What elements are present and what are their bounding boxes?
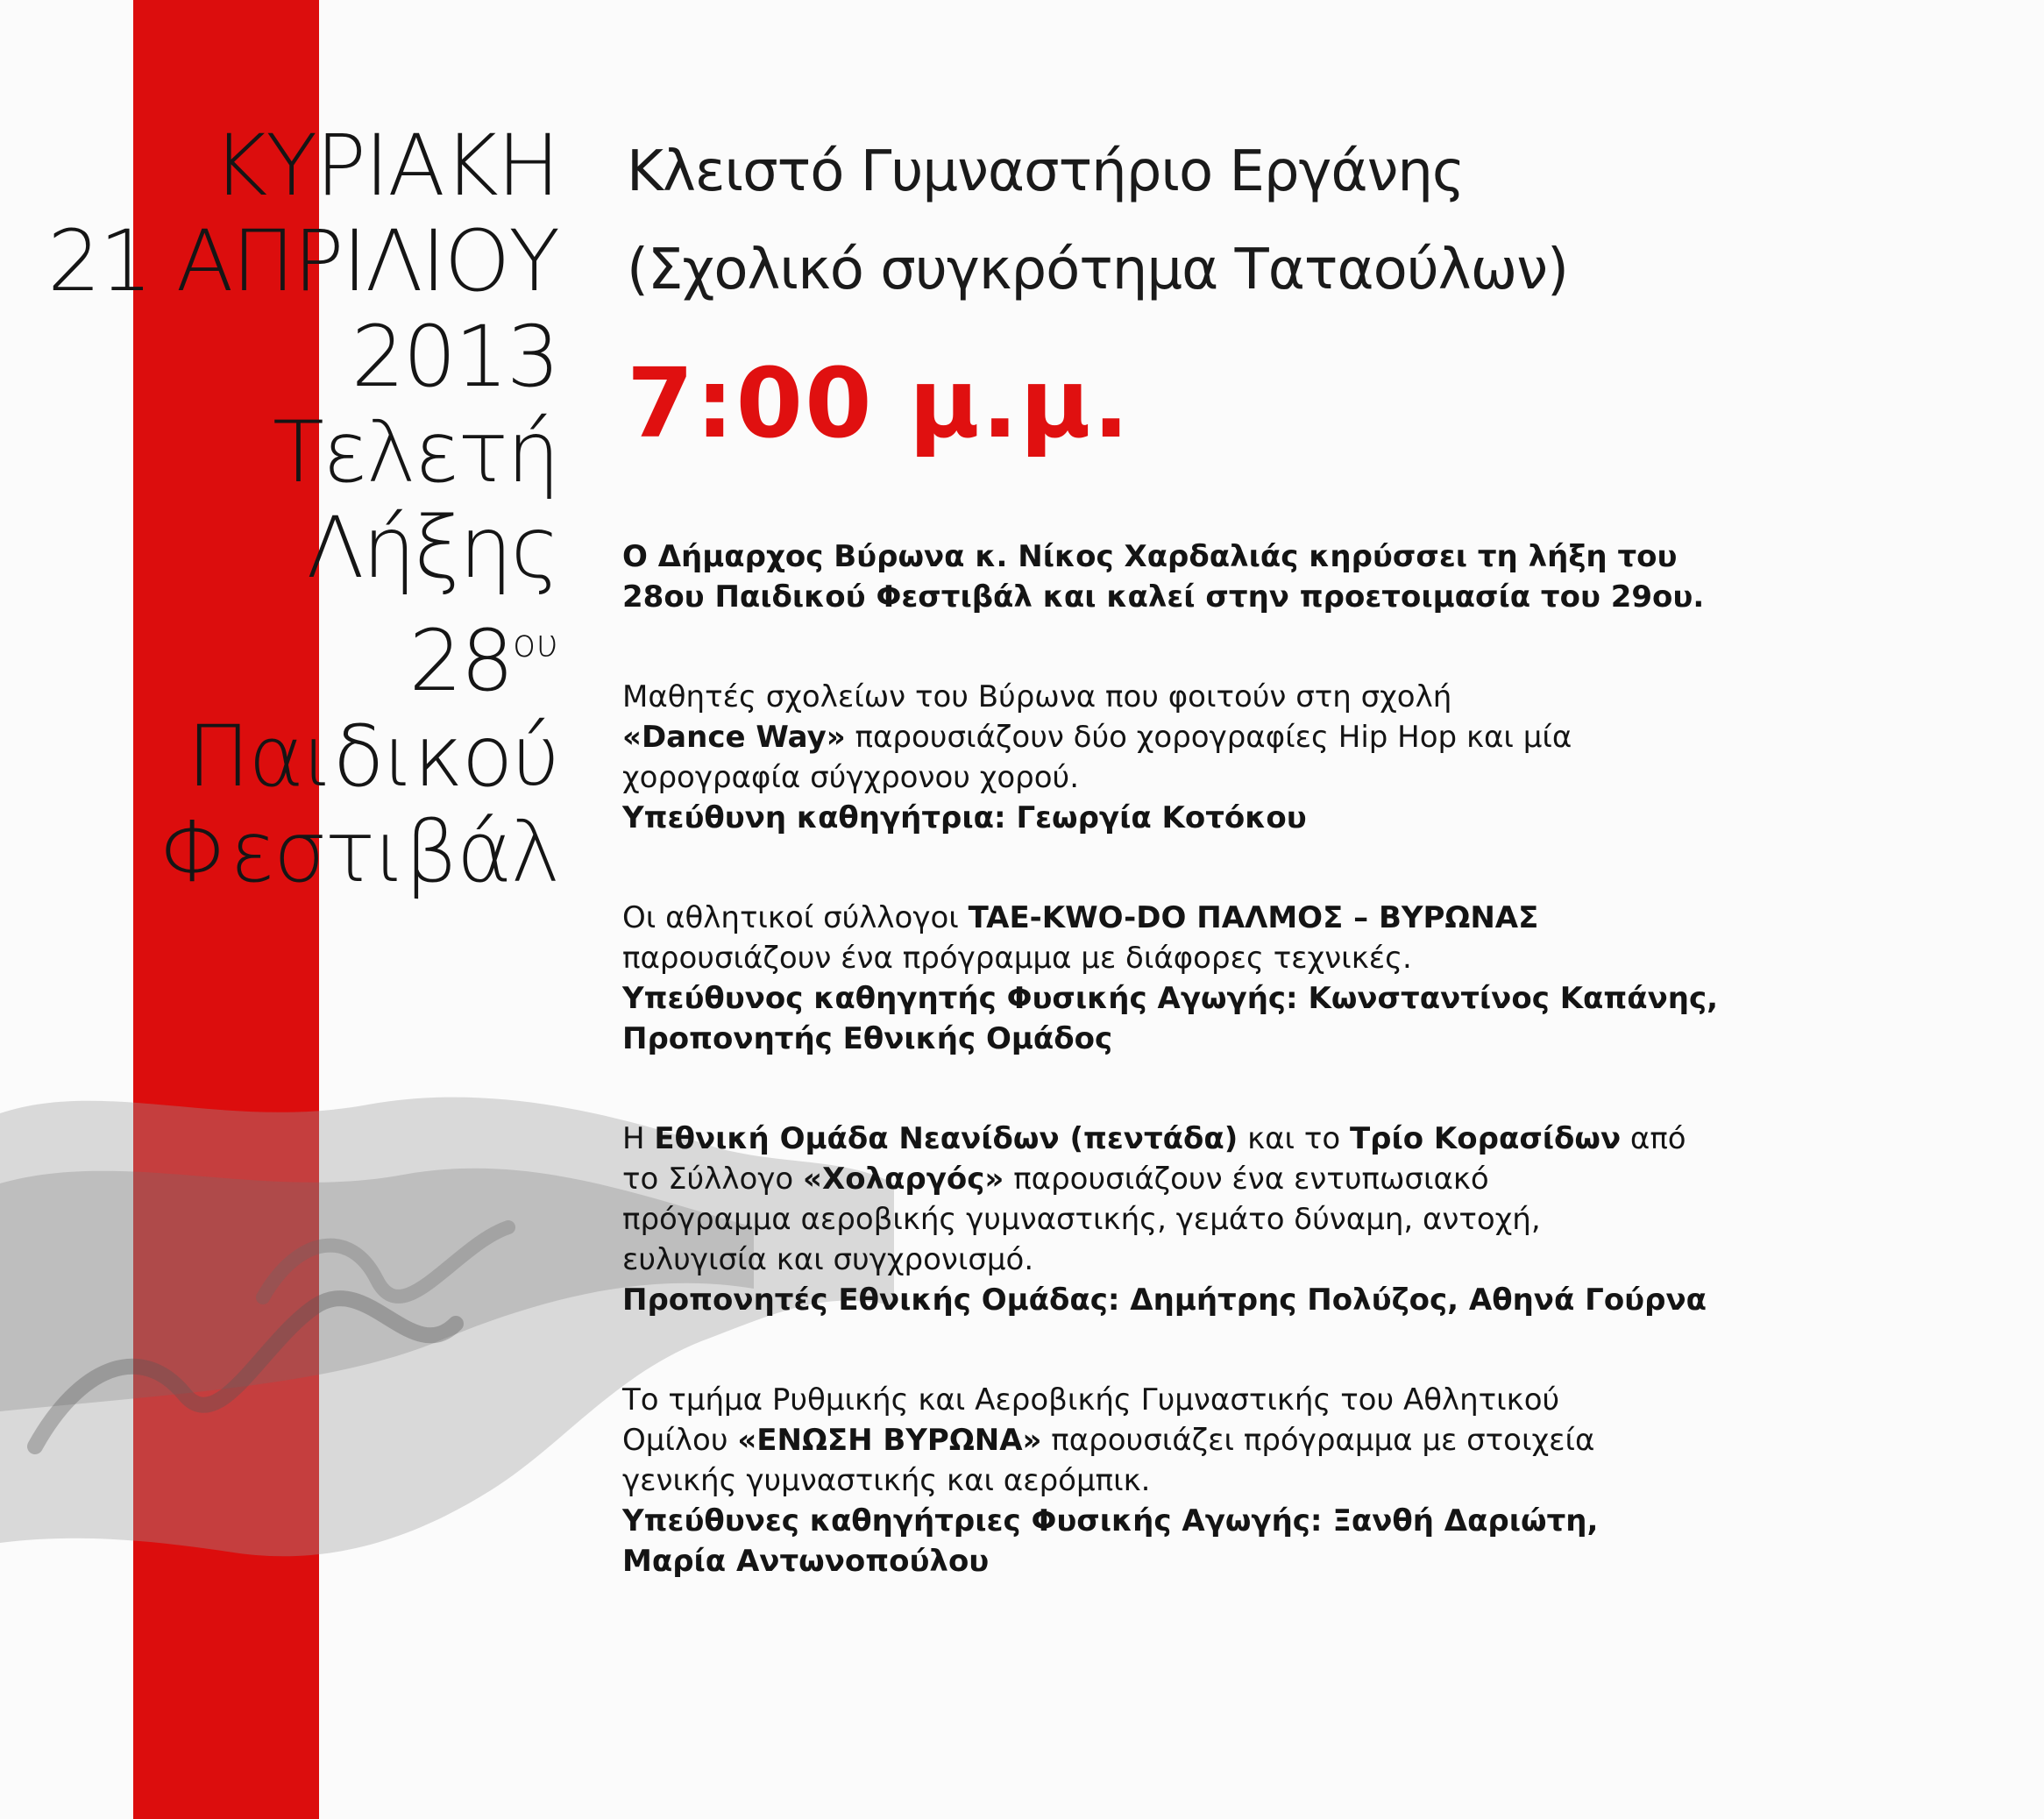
- aerobics-line-2: [622, 1159, 1849, 1199]
- taekwondo-line-2: παρουσιάζουν ένα πρόγραμμα με διάφορες τεχνικές.: [622, 941, 1412, 976]
- gymnastics-club-name: «ΕΝΩΣΗ ΒΥΡΩΝΑ»: [737, 1423, 1042, 1458]
- heading-ceremony: Τελετή: [273, 403, 558, 501]
- aerobics-text-d: από: [1621, 1121, 1686, 1156]
- taekwondo-club-name: TAE-KWO-DO ΠΑΛΜΟΣ – ΒΥΡΩΝΑΣ: [968, 900, 1539, 935]
- program-body: [622, 536, 1849, 1641]
- heading-year: 2013: [351, 308, 558, 406]
- aerobics-coaches: Προπονητές Εθνικής Ομάδας: Δημήτρης Πολύζος, Αθηνά Γούρνα: [622, 1283, 1707, 1318]
- mayor-line-2: 28ου Παιδικού Φεστιβάλ και καλεί στην προετοιμασία του 29ου.: [622, 579, 1705, 615]
- aerobics-line-4: ευλυγισία και συγχρονισμό.: [622, 1242, 1034, 1277]
- gymnastics-instructor-2: Μαρία Αντωνοπούλου: [622, 1544, 990, 1579]
- edition-suffix: ου: [512, 622, 558, 666]
- heading-childrens: Παιδικού: [187, 707, 558, 806]
- program-item-taekwondo: [622, 898, 1849, 1059]
- venue-block: [627, 123, 1568, 319]
- program-item-gymnastics: [622, 1380, 1849, 1581]
- venue-name: Κλειστό Γυμναστήριο Εργάνης: [627, 139, 1465, 204]
- event-time: 7:00 μ.μ.: [627, 347, 1132, 459]
- program-item-dance: [622, 677, 1849, 838]
- gymnastics-instructors: Υπεύθυνες καθηγήτριες Φυσικής Αγωγής: Ξανθή Δαριώτη,: [622, 1503, 1599, 1538]
- venue-complex: (Σχολικό συγκρότημα Ταταούλων): [627, 238, 1568, 302]
- dance-line-2: [622, 717, 1849, 757]
- taekwondo-intro: Οι αθλητικοί σύλλογοι: [622, 900, 969, 935]
- gymnastics-line-1: Το τμήμα Ρυθμικής και Αεροβικής Γυμναστικής του Αθλητικού: [622, 1382, 1560, 1418]
- event-date-heading: [47, 118, 558, 900]
- mayor-line-1: Ο Δήμαρχος Βύρωνα κ. Νίκος Χαρδαλιάς κηρύσσει τη λήξη του: [622, 539, 1678, 574]
- heading-closing: Λήξης: [306, 499, 558, 597]
- aerobics-text-a: Η: [622, 1121, 655, 1156]
- aerobics-club-name: «Χολαργός»: [803, 1162, 1004, 1197]
- gymnastics-text-c: παρουσιάζει πρόγραμμα με στοιχεία: [1041, 1423, 1595, 1458]
- aerobics-team-name: Εθνική Ομάδα Νεανίδων (πεντάδα): [654, 1121, 1238, 1156]
- program-item-aerobics: [622, 1119, 1849, 1320]
- heading-date: 21 ΑΠΡΙΛΙΟΥ: [47, 212, 558, 310]
- edition-number: 28: [408, 612, 513, 710]
- aerobics-text-e: το Σύλλογο: [622, 1162, 804, 1197]
- gymnastics-line-3: γενικής γυμναστικής και αερόμπικ.: [622, 1463, 1151, 1498]
- heading-festival: Φεστιβάλ: [159, 803, 558, 901]
- gymnastics-line-2: [622, 1420, 1849, 1460]
- heading-day: ΚΥΡΙΑΚΗ: [212, 117, 558, 215]
- dance-line-1: Μαθητές σχολείων του Βύρωνα που φοιτούν στη σχολή: [622, 679, 1452, 714]
- aerobics-line-3: πρόγραμμα αεροβικής γυμναστικής, γεμάτο δύναμη, αντοχή,: [622, 1202, 1541, 1237]
- heading-edition: [47, 596, 558, 709]
- aerobics-line-1: [622, 1119, 1849, 1159]
- taekwondo-instructor: Υπεύθυνος καθηγητής Φυσικής Αγωγής: Κωνσταντίνος Καπάνης,: [622, 981, 1719, 1016]
- aerobics-text-c: και το: [1238, 1121, 1350, 1156]
- aerobics-text-f: παρουσιάζουν ένα εντυπωσιακό: [1004, 1162, 1489, 1197]
- aerobics-trio-name: Τρίο Κορασίδων: [1349, 1121, 1622, 1156]
- dance-school-name: «Dance Way»: [622, 720, 846, 755]
- dance-line-2-text: παρουσιάζουν δύο χορογραφίες Hip Hop και μία: [845, 720, 1572, 755]
- taekwondo-line-1: [622, 898, 1849, 938]
- gymnastics-text-a: Ομίλου: [622, 1423, 738, 1458]
- dance-instructor: Υπεύθυνη καθηγήτρια: Γεωργία Κοτόκου: [622, 800, 1307, 835]
- program-item-mayor: [622, 536, 1849, 617]
- dance-line-3: χορογραφία σύγχρονου χορού.: [622, 760, 1080, 795]
- taekwondo-instructor-role: Προπονητής Εθνικής Ομάδος: [622, 1021, 1113, 1056]
